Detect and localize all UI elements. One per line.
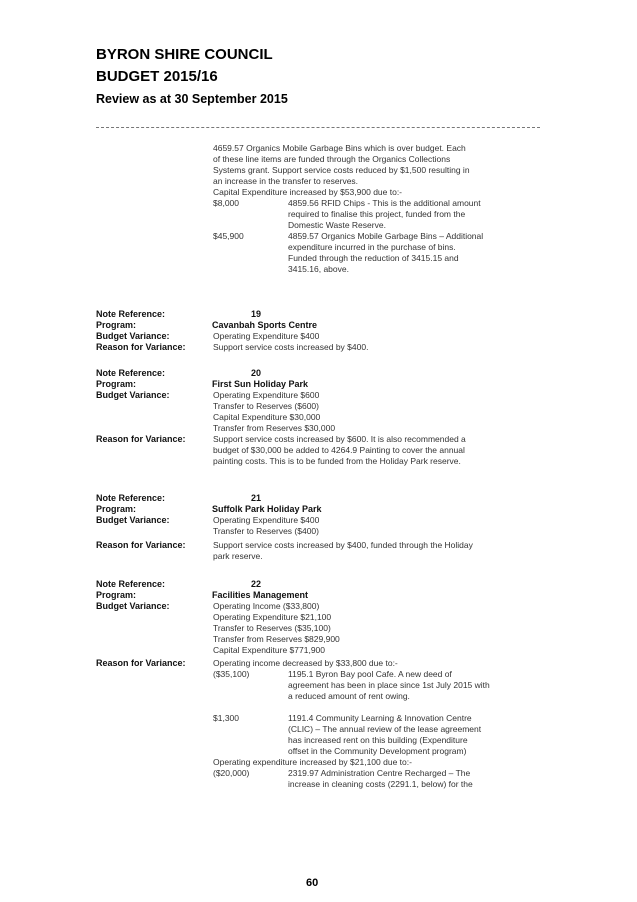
- budget-variance-line: Transfer to Reserves ($600): [213, 401, 319, 411]
- budget-variance-line: Operating Expenditure $21,100: [213, 612, 332, 622]
- reason-label: Reason for Variance:: [96, 658, 186, 668]
- document-budget-title: BUDGET 2015/16: [96, 68, 218, 85]
- reason-item-amount: $1,300: [213, 713, 239, 723]
- budget-variance-line: Transfer from Reserves $30,000: [213, 423, 336, 433]
- top-text-line: of these line items are funded through the Organics Collections: [213, 154, 451, 164]
- reason-label: Reason for Variance:: [96, 434, 186, 444]
- reason-item-line: has increased rent on this building (Expenditure: [288, 735, 468, 745]
- budget-variance-label: Budget Variance:: [96, 331, 170, 341]
- note-number: 22: [251, 579, 262, 589]
- top-item-amount: $45,900: [213, 231, 244, 241]
- budget-variance-line: Transfer from Reserves $829,900: [213, 634, 340, 644]
- top-item-line: expenditure incurred in the purchase of bins.: [288, 242, 456, 252]
- program-name: Facilities Management: [212, 590, 309, 600]
- reason-label: Reason for Variance:: [96, 342, 186, 352]
- budget-variance-line: Capital Expenditure $771,900: [213, 645, 325, 655]
- budget-variance-label: Budget Variance:: [96, 390, 170, 400]
- program-label: Program:: [96, 590, 137, 600]
- reason-item-line: 2319.97 Administration Centre Recharged – The: [288, 768, 471, 778]
- budget-variance-line: Operating Expenditure $400: [213, 515, 320, 525]
- note-reference-label: Note Reference:: [96, 368, 166, 378]
- reason-line: Support service costs increased by $600. It is also recommended a: [213, 434, 466, 444]
- top-item-line: Domestic Waste Reserve.: [288, 220, 386, 230]
- header-divider: [96, 127, 540, 128]
- reason-intro: Operating income decreased by $33,800 due to:-: [213, 658, 398, 668]
- reason-item-line: (CLIC) – The annual review of the lease agreement: [288, 724, 482, 734]
- budget-variance-label: Budget Variance:: [96, 515, 170, 525]
- reason-label: Reason for Variance:: [96, 540, 186, 550]
- budget-variance-line: Transfer to Reserves ($35,100): [213, 623, 331, 633]
- reason-line: Support service costs increased by $400, funded through the Holiday: [213, 540, 473, 550]
- note-number: 21: [251, 493, 262, 503]
- document-review-subtitle: Review as at 30 September 2015: [96, 92, 288, 106]
- reason-item-line: 1195.1 Byron Bay pool Cafe. A new deed of: [288, 669, 452, 679]
- reason-line: budget of $30,000 be added to 4264.9 Painting to cover the annual: [213, 445, 465, 455]
- reason-item-line: offset in the Community Development program): [288, 746, 467, 756]
- program-label: Program:: [96, 504, 137, 514]
- reason-item-line: agreement has been in place since 1st July 2015 with: [288, 680, 490, 690]
- reason-line: park reserve.: [213, 551, 263, 561]
- budget-variance-line: Transfer to Reserves ($400): [213, 526, 319, 536]
- top-item-line: 4859.57 Organics Mobile Garbage Bins – Additional: [288, 231, 484, 241]
- reason-line: Support service costs increased by $400.: [213, 342, 369, 352]
- note-number: 20: [251, 368, 262, 378]
- top-text-line: Capital Expenditure increased by $53,900 due to:-: [213, 187, 403, 197]
- note-number: 19: [251, 309, 262, 319]
- page-number: 60: [306, 877, 319, 889]
- reason-item-line: a reduced amount of rent owing.: [288, 691, 410, 701]
- reason-line: painting costs. This is to be funded from the Holiday Park reserve.: [213, 456, 461, 466]
- top-text-line: Systems grant. Support service costs reduced by $1,500 resulting in: [213, 165, 470, 175]
- top-item-line: 3415.16, above.: [288, 264, 349, 274]
- note-reference-label: Note Reference:: [96, 493, 166, 503]
- budget-variance-line: Operating Expenditure $600: [213, 390, 320, 400]
- reason-item-line: increase in cleaning costs (2291.1, below) for the: [288, 779, 473, 789]
- program-name: Cavanbah Sports Centre: [212, 320, 318, 330]
- top-item-line: 4859.56 RFID Chips - This is the additional amount: [288, 198, 481, 208]
- program-label: Program:: [96, 320, 137, 330]
- reason-mid: Operating expenditure increased by $21,100 due to:-: [213, 757, 412, 767]
- reason-item-amount: ($20,000): [213, 768, 250, 778]
- note-reference-label: Note Reference:: [96, 579, 166, 589]
- budget-variance-line: Operating Expenditure $400: [213, 331, 320, 341]
- top-item-line: required to finalise this project, funded from the: [288, 209, 466, 219]
- program-name: Suffolk Park Holiday Park: [212, 504, 322, 514]
- budget-variance-line: Capital Expenditure $30,000: [213, 412, 321, 422]
- budget-variance-label: Budget Variance:: [96, 601, 170, 611]
- program-name: First Sun Holiday Park: [212, 379, 309, 389]
- budget-variance-line: Operating Income ($33,800): [213, 601, 320, 611]
- program-label: Program:: [96, 379, 137, 389]
- top-text-line: 4659.57 Organics Mobile Garbage Bins which is over budget. Each: [213, 143, 466, 153]
- reason-item-line: 1191.4 Community Learning & Innovation Centre: [288, 713, 472, 723]
- top-text-line: an increase in the transfer to reserves.: [213, 176, 359, 186]
- top-item-amount: $8,000: [213, 198, 239, 208]
- top-item-line: Funded through the reduction of 3415.15 and: [288, 253, 459, 263]
- note-reference-label: Note Reference:: [96, 309, 166, 319]
- document-org-title: BYRON SHIRE COUNCIL: [96, 46, 273, 63]
- reason-item-amount: ($35,100): [213, 669, 250, 679]
